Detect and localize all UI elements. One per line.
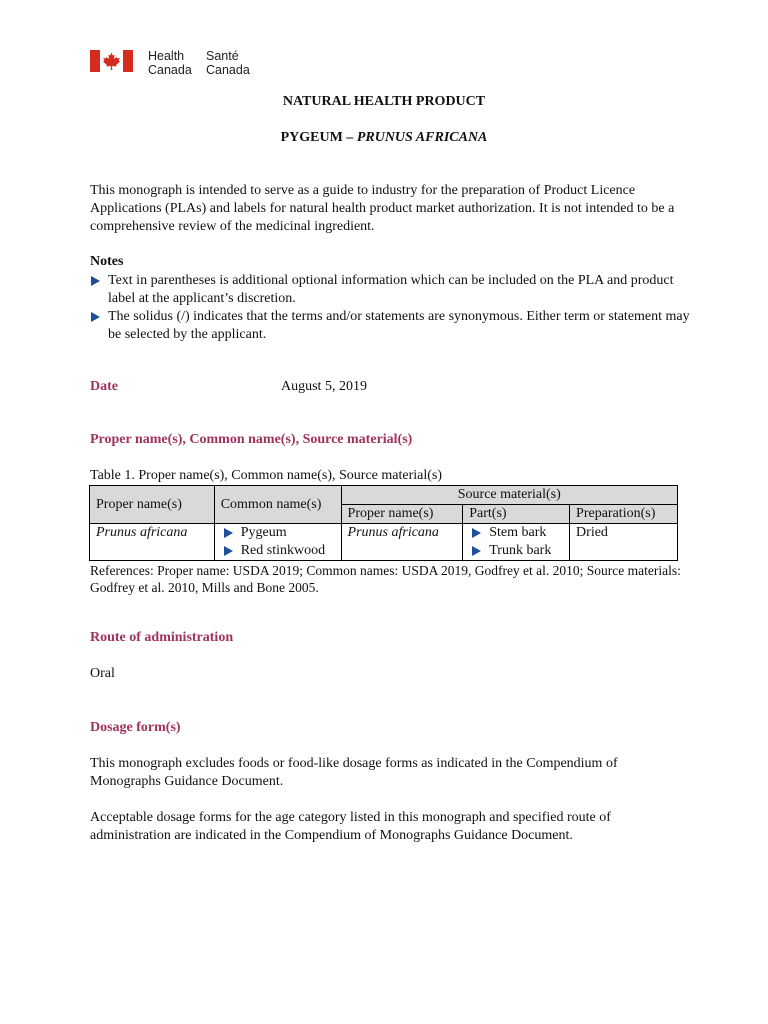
part-value: Trunk bark	[489, 543, 552, 558]
notes-heading: Notes	[90, 254, 124, 269]
cell-preparation: Dried	[570, 524, 678, 561]
list-item	[469, 524, 563, 542]
common-name-value: Pygeum	[240, 525, 287, 540]
header-source-preparation: Preparation(s)	[570, 505, 678, 524]
table-header-row	[90, 486, 678, 505]
dosage-heading: Dosage form(s)	[90, 720, 181, 735]
list-item	[469, 542, 563, 560]
route-value: Oral	[90, 666, 115, 681]
header-source-material: Source material(s)	[341, 486, 677, 505]
date-label: Date	[90, 379, 118, 394]
triangle-bullet-icon	[91, 276, 100, 286]
names-heading: Proper name(s), Common name(s), Source material(s)	[90, 432, 413, 447]
notes-list	[90, 272, 690, 344]
part-value: Stem bark	[489, 525, 547, 540]
header-proper-name: Proper name(s)	[90, 486, 215, 524]
header-source-part: Part(s)	[463, 505, 570, 524]
cell-parts	[463, 524, 570, 561]
subtitle-latin-name: PRUNUS AFRICANA	[356, 130, 488, 145]
dosage-paragraph-2: Acceptable dosage forms for the age category listed in this monograph and specified route of administration are indicated in the Compendium of Monographs Guidance Document.	[90, 810, 611, 843]
date-value: August 5, 2019	[281, 379, 367, 394]
subtitle-prefix: PYGEUM –	[280, 130, 357, 145]
wordmark-english	[148, 49, 192, 77]
route-heading: Route of administration	[90, 630, 234, 645]
parts-list	[469, 524, 563, 560]
wordmark-sante: Santé	[206, 49, 239, 63]
wordmark-canada-fr: Canada	[206, 63, 250, 77]
triangle-bullet-icon	[91, 312, 100, 322]
wordmark-canada-en: Canada	[148, 63, 192, 77]
list-item	[221, 524, 335, 542]
cell-proper-name	[90, 524, 215, 561]
wordmark-french	[206, 49, 250, 77]
header-common-name: Common name(s)	[214, 486, 341, 524]
cell-common-names	[214, 524, 341, 561]
cell-source-proper-name	[341, 524, 463, 561]
triangle-bullet-icon	[224, 546, 233, 556]
names-table	[89, 485, 678, 561]
note-text: The solidus (/) indicates that the terms and/or statements are synonymous. Either term or statement may be selected by the applicant.	[108, 309, 690, 342]
triangle-bullet-icon	[472, 528, 481, 538]
references-text: References: Proper name: USDA 2019; Common names: USDA 2019, Godfrey et al. 2010; Source materials: Godfrey et al. 2010, Mills and Bone 2005.	[90, 563, 681, 595]
source-proper-name-value: Prunus africana	[347, 525, 439, 540]
proper-name-value: Prunus africana	[96, 525, 188, 540]
triangle-bullet-icon	[224, 528, 233, 538]
document-title: NATURAL HEALTH PRODUCT	[282, 94, 486, 109]
common-names-list	[221, 524, 335, 560]
note-text: Text in parentheses is additional optional information which can be included on the PLA and product label at the applicant’s discretion.	[108, 273, 674, 306]
common-name-value: Red stinkwood	[240, 543, 326, 558]
canada-flag-icon	[90, 50, 133, 72]
list-item	[221, 542, 335, 560]
dosage-paragraph-1: This monograph excludes foods or food-like dosage forms as indicated in the Compendium of Monographs Guidance Document.	[90, 756, 618, 789]
wordmark-health: Health	[148, 49, 185, 63]
intro-paragraph: This monograph is intended to serve as a guide to industry for the preparation of Product Licence Applications (PLAs) and labels for natural health product market authorization. It is not intended to be a comprehensive review of the medicinal ingredient.	[90, 183, 675, 234]
header-source-proper-name: Proper name(s)	[341, 505, 463, 524]
list-item	[90, 272, 690, 308]
triangle-bullet-icon	[472, 546, 481, 556]
table-row	[90, 524, 678, 561]
document-subtitle	[0, 130, 768, 146]
maple-leaf-icon	[102, 51, 121, 71]
table-caption: Table 1. Proper name(s), Common name(s), Source material(s)	[90, 468, 443, 483]
list-item	[90, 308, 690, 344]
